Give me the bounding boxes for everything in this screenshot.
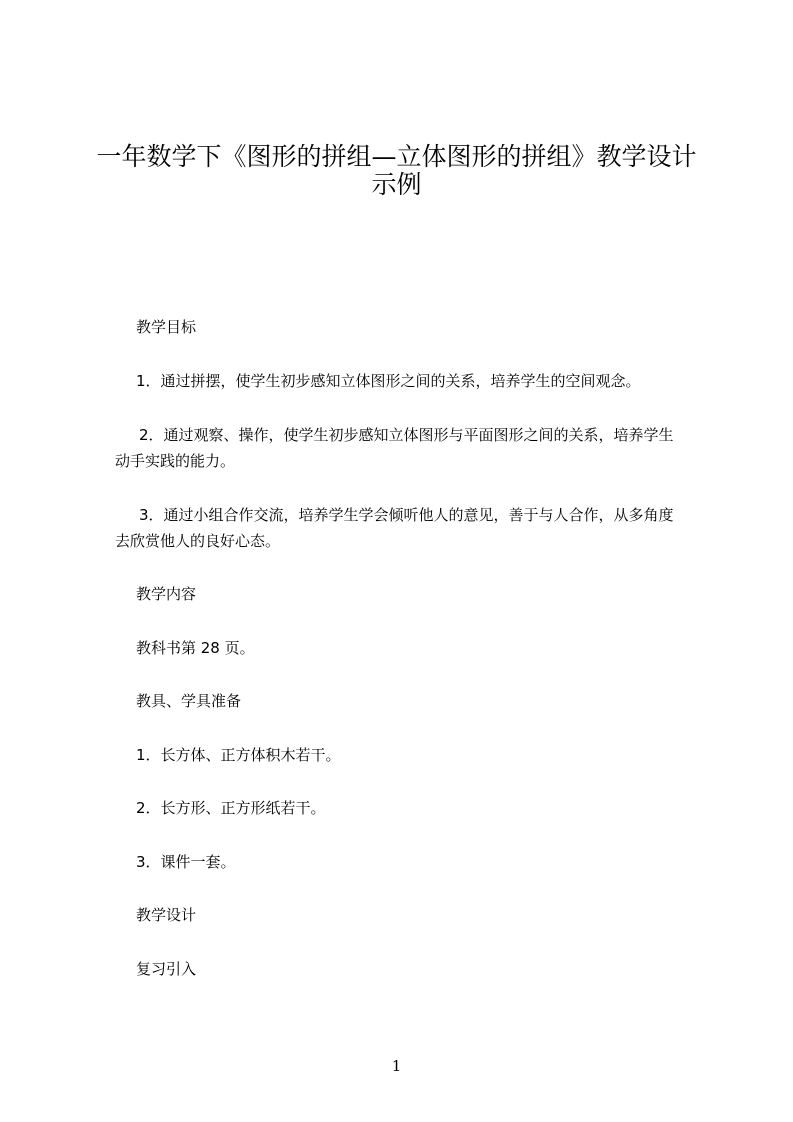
- objective-2-line-2: 动手实践的能力。: [115, 452, 236, 470]
- material-3: 3．课件一套。: [136, 853, 236, 871]
- document-title-line-2: 示例: [371, 170, 422, 199]
- page-number: 1: [391, 1057, 402, 1075]
- objective-2-line-1: 2．通过观察、操作，使学生初步感知立体图形与平面图形之间的关系，培养学生: [139, 426, 674, 444]
- document-title-line-1: 一年数学下《图形的拼组—立体图形的拼组》教学设计: [96, 142, 697, 171]
- objectives-heading: 教学目标: [136, 318, 197, 336]
- content-heading: 教学内容: [136, 585, 197, 603]
- objective-1: 1．通过拼摆，使学生初步感知立体图形之间的关系，培养学生的空间观念。: [136, 372, 641, 390]
- review-heading: 复习引入: [136, 960, 197, 978]
- design-heading: 教学设计: [136, 906, 197, 924]
- objective-3-line-2: 去欣赏他人的良好心态。: [115, 532, 281, 550]
- content-text: 教科书第 28 页。: [136, 639, 255, 657]
- material-2: 2．长方形、正方形纸若干。: [136, 799, 326, 817]
- objective-3-line-1: 3．通过小组合作交流，培养学生学会倾听他人的意见，善于与人合作，从多角度: [139, 506, 674, 524]
- material-1: 1．长方体、正方体积木若干。: [136, 746, 341, 764]
- materials-heading: 教具、学具准备: [136, 692, 242, 710]
